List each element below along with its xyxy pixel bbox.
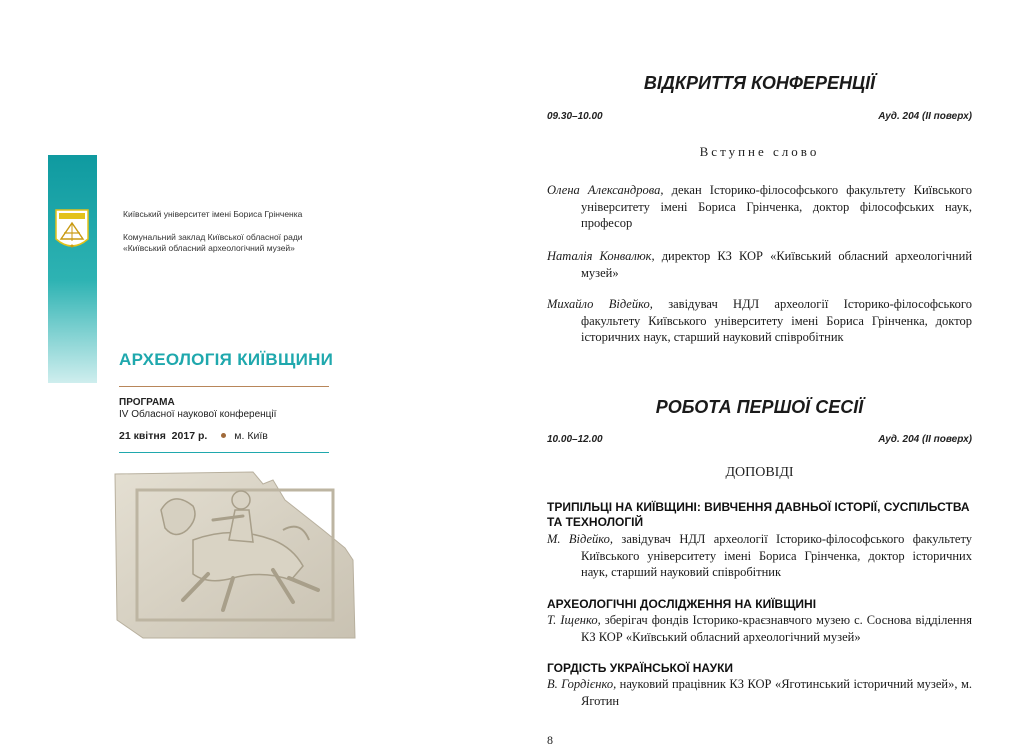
conference-date: 21 квітня 2017 р. xyxy=(119,430,208,442)
report-topic: ГОРДІСТЬ УКРАЇНСЬКОЇ НАУКИ xyxy=(547,661,734,675)
author-name: В. Гордієнко, xyxy=(547,677,617,691)
report-author xyxy=(547,531,972,581)
author-name: М. Відейко, xyxy=(547,532,614,546)
bullet-dot-icon xyxy=(221,433,226,438)
opening-room: Ауд. 204 (ІІ поверх) xyxy=(878,111,972,122)
program-block xyxy=(119,397,276,421)
opening-time: 09.30–10.00 xyxy=(547,111,603,122)
divider-teal xyxy=(119,452,329,453)
opening-title: ВІДКРИТТЯ КОНФЕРЕНЦІЇ xyxy=(643,73,876,93)
session-timing xyxy=(547,434,972,445)
institution-museum: «Київський обласний археологічний музей» xyxy=(123,243,295,253)
speaker-name: Олена Александрова, xyxy=(547,183,664,197)
author-details: зберігач фондів Історико-краєзнавчого музею с. Соснова відділення КЗ КОР «Київський обласний археологічний музей» xyxy=(581,613,972,644)
speaker-name: Михайло Відейко, xyxy=(547,297,653,311)
speaker-details: декан Історико-філософського факультету Київського університету імені Бориса Грінченка, доктор філософських наук, професор xyxy=(581,183,972,230)
session-room: Ауд. 204 (ІІ поверх) xyxy=(878,434,972,445)
teal-accent-bar xyxy=(48,155,97,383)
speaker-details: директор КЗ КОР «Київський обласний археологічний музей» xyxy=(581,249,973,280)
author-name: Т. Іщенко, xyxy=(547,613,601,627)
report-topic: ТРИПІЛЬЦІ НА КИЇВЩИНІ: ВИВЧЕННЯ ДАВНЬОЇ ІСТОРІЇ, СУСПІЛЬСТВА ТА ТЕХНОЛОГІЙ xyxy=(547,500,970,529)
university-logo-icon xyxy=(55,209,89,253)
author-details: завідувач НДЛ археології Історико-філософського факультету Київського університету імені Бориса Грінченка, доктор історичних наук, старший науковий співробітник xyxy=(581,532,972,579)
session-title: РОБОТА ПЕРШОЇ СЕСІЇ xyxy=(655,397,864,417)
date-line xyxy=(119,430,268,442)
institution-university: Київський університет імені Бориса Грінченка xyxy=(123,209,303,219)
speaker-name: Наталія Конвалюк, xyxy=(547,249,655,263)
report-author xyxy=(547,612,972,645)
speaker-details: завідувач НДЛ археології Історико-філософського факультету Київського університету імені Бориса Грінченка, доктор історичних наук, старший науковий співробітник xyxy=(581,297,972,344)
opening-timing xyxy=(547,111,972,122)
conference-city: м. Київ xyxy=(234,430,268,442)
report-topic: АРХЕОЛОГІЧНІ ДОСЛІДЖЕННЯ НА КИЇВЩИНІ xyxy=(547,597,817,611)
session-time: 10.00–12.00 xyxy=(547,434,603,445)
page-number: 8 xyxy=(547,733,553,747)
program-label: ПРОГРАМА xyxy=(119,397,175,408)
opening-subtitle: Вступне слово xyxy=(699,144,820,159)
cover-title: АРХЕОЛОГІЯ КИЇВЩИНИ xyxy=(119,350,334,369)
stone-relief-horseman-icon xyxy=(113,470,358,640)
speaker-entry xyxy=(547,182,972,232)
speaker-entry xyxy=(547,248,972,281)
report-author xyxy=(547,676,972,709)
institution-council: Комунальний заклад Київської обласної ради xyxy=(123,232,303,242)
speaker-entry xyxy=(547,296,972,346)
program-subtitle: IV Обласної наукової конференції xyxy=(119,409,277,420)
divider-brown xyxy=(119,386,329,387)
author-details: науковий працівник КЗ КОР «Яготинський історичний музей», м. Яготин xyxy=(581,677,972,708)
reports-heading: ДОПОВІДІ xyxy=(725,465,794,480)
